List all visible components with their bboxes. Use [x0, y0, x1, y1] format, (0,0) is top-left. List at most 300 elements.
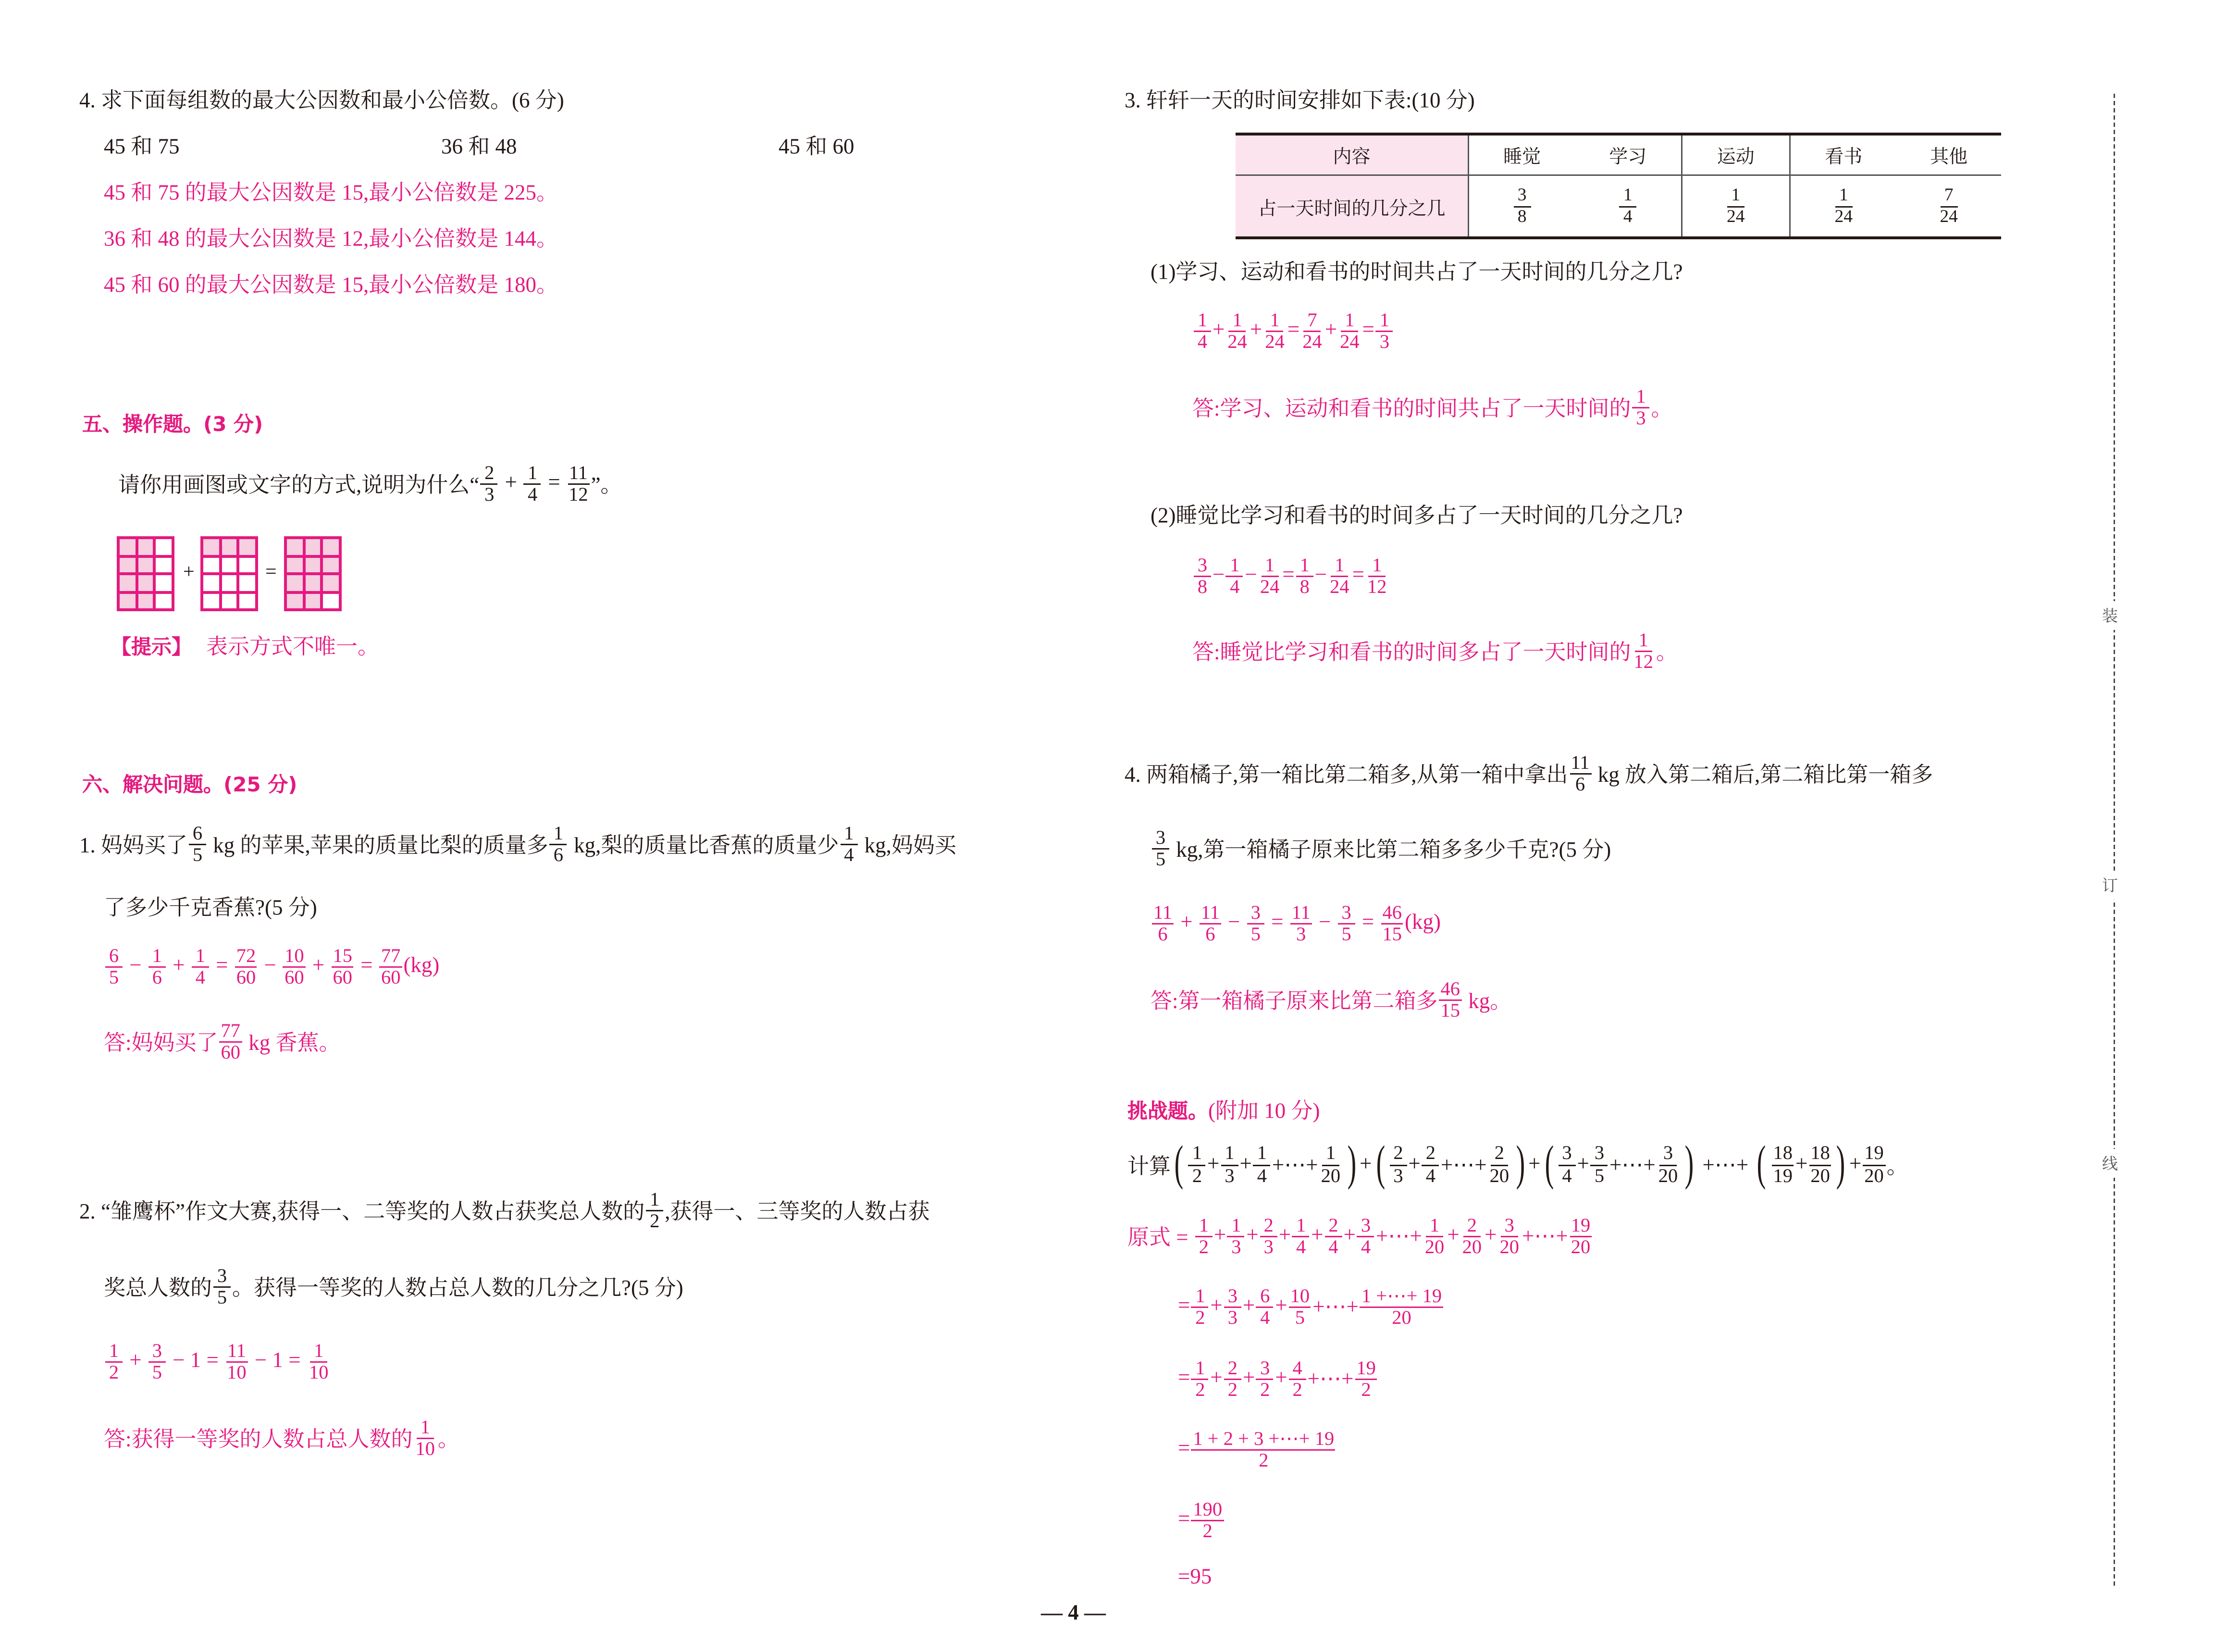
fraction-denominator: 12 [1367, 576, 1387, 598]
fraction-numerator: 10 [1289, 1286, 1311, 1308]
fraction-numerator: 11 [1290, 903, 1312, 925]
fraction-denominator: 20 [1321, 1164, 1341, 1186]
fraction [1559, 1144, 1576, 1186]
fraction [524, 463, 541, 505]
solution-step [1178, 1500, 1225, 1542]
question-3-title [1125, 85, 1475, 115]
fraction-numerator: 2 [1224, 1358, 1241, 1381]
fraction-denominator: 24 [1260, 576, 1280, 598]
problem-1-solution [104, 946, 439, 988]
table-cell [1575, 175, 1682, 238]
fraction-numerator: 2 [1422, 1144, 1439, 1166]
fraction-numerator: 1 [105, 1341, 123, 1363]
fraction-denominator: 2 [1361, 1379, 1371, 1401]
fraction [1301, 310, 1324, 353]
fraction-numerator: 1 [646, 1190, 663, 1212]
text-segment: +⋯+ [1312, 1296, 1359, 1320]
grid-cell [155, 574, 173, 592]
problem-1-answer [104, 1021, 341, 1063]
fraction [1422, 1144, 1439, 1186]
text-segment: − 1 = [167, 1350, 224, 1373]
fraction-numerator: 11 [568, 463, 589, 485]
text-segment: + [1795, 1152, 1808, 1176]
binding-label: 线 [2102, 1149, 2118, 1178]
fraction-numerator: 3 [1247, 903, 1264, 925]
fraction [1771, 1144, 1794, 1186]
fraction-numerator: 1 +⋯+ 19 [1360, 1286, 1443, 1308]
fraction [1320, 1144, 1342, 1186]
fraction [414, 1418, 437, 1460]
text-segment: kg 香蕉。 [243, 1033, 341, 1056]
fraction [1461, 1216, 1484, 1258]
fraction-numerator: 1 [1331, 555, 1348, 578]
grid-cell-shaded [220, 538, 238, 556]
fraction-denominator: 4 [1230, 576, 1240, 598]
grid-cell-shaded [322, 556, 340, 574]
fraction-numerator: 1 [1227, 1216, 1245, 1238]
fraction-numerator: 3 [1194, 555, 1211, 578]
text-segment: + [1210, 1295, 1223, 1319]
fraction-numerator: 2 [1463, 1216, 1481, 1238]
fraction-numerator: 6 [1256, 1286, 1274, 1308]
fraction-numerator: 11 [226, 1341, 247, 1363]
fraction [550, 824, 567, 866]
fraction-numerator: 4 [1289, 1358, 1306, 1381]
fraction [1191, 1429, 1336, 1471]
grid-cell [220, 574, 238, 592]
fraction [1224, 1286, 1241, 1329]
fraction [1633, 387, 1650, 429]
text-segment: + [1275, 1367, 1287, 1391]
grid-cell-shaded [136, 556, 155, 574]
fraction [1221, 1144, 1238, 1186]
text-segment: − [1313, 912, 1336, 935]
grid-cell [322, 592, 340, 610]
text-segment: kg 放入第二箱后,第二箱比第一箱多 [1592, 764, 1933, 788]
fraction [1290, 903, 1312, 945]
fraction-numerator: 1 [310, 1341, 327, 1363]
fraction-numerator: 3 [213, 1266, 231, 1288]
fraction-denominator: 8 [1197, 576, 1208, 598]
fraction-numerator: 3 [1513, 186, 1531, 207]
part-1-answer [1192, 387, 1673, 429]
fraction-denominator: 2 [1259, 1449, 1269, 1471]
fraction [308, 1341, 330, 1383]
fraction [1591, 1144, 1608, 1186]
text-segment: 。 [1651, 398, 1673, 422]
fraction-denominator: 20 [1864, 1164, 1884, 1186]
fraction-denominator: 20 [1658, 1164, 1678, 1186]
fraction-numerator: 2 [1325, 1216, 1342, 1238]
fraction [1488, 1144, 1511, 1186]
hint-label: 【提示】 [111, 636, 192, 659]
text-segment: + [1213, 1224, 1226, 1248]
fraction-numerator: 3 [1256, 1358, 1274, 1381]
challenge-title [1127, 1096, 1208, 1124]
table-header-cell: 学习 [1575, 134, 1682, 175]
fraction [1226, 555, 1243, 598]
table-header-row [1236, 134, 2001, 175]
fraction-numerator: 1 [1229, 310, 1246, 333]
grid-cell [155, 556, 173, 574]
text-segment: + [1311, 1224, 1324, 1248]
grid-cell [238, 556, 257, 574]
text-segment: 45 和 60 的最大公因数是 15,最小公倍数是 180。 [104, 274, 558, 298]
fraction [148, 1341, 166, 1383]
text-segment: +⋯+ [1609, 1154, 1656, 1177]
fraction-denominator: 19 [1773, 1164, 1793, 1186]
solution-step [1178, 1429, 1337, 1471]
bracket: ( [1174, 1137, 1184, 1191]
grid-cell-shaded [304, 538, 322, 556]
fraction [283, 946, 306, 988]
grid-cell-shaded [118, 592, 136, 610]
fraction [1498, 1216, 1521, 1258]
question-3-part-2 [1151, 500, 1683, 530]
text-segment: + [1275, 1295, 1287, 1319]
fraction [1619, 186, 1636, 226]
question-4-title [79, 85, 564, 115]
grid-cell-shaded [118, 574, 136, 592]
fraction-denominator: 3 [1296, 923, 1306, 945]
fraction-numerator: 1 [417, 1418, 434, 1440]
fraction-denominator: 2 [1260, 1379, 1270, 1401]
grid-cell-shaded [202, 538, 220, 556]
text-segment: + [1324, 319, 1337, 343]
fraction [1152, 903, 1174, 945]
fraction-denominator: 15 [1440, 999, 1460, 1022]
fraction [1633, 630, 1655, 673]
part-1-solution [1192, 310, 1395, 353]
fraction-numerator: 1 [840, 824, 857, 846]
fraction-numerator: 1 + 2 + 3 +⋯+ 19 [1191, 1429, 1336, 1451]
text-segment: + [1210, 1367, 1223, 1391]
text-segment: 挑战题。 [1127, 1100, 1208, 1123]
fraction-numerator: 1 [1195, 1216, 1212, 1238]
text-segment: + [1250, 319, 1262, 343]
hint-text: 表示方式不唯一。 [206, 636, 380, 660]
table-header-cell: 睡觉 [1469, 134, 1575, 175]
page-number: — 4 — [1041, 1602, 1106, 1626]
answer-line [104, 177, 558, 207]
fraction-numerator: 1 [1635, 630, 1652, 653]
text-segment: + [124, 1350, 147, 1373]
fraction-numerator: 2 [1491, 1144, 1508, 1166]
text-segment: + [307, 955, 330, 978]
text-segment: + [1175, 912, 1198, 935]
fraction-denominator: 24 [1834, 205, 1853, 226]
text-segment: = [1178, 1367, 1190, 1391]
fraction-denominator: 4 [195, 966, 205, 988]
table-cell [1469, 175, 1575, 238]
question-4-answer [1151, 979, 1511, 1022]
text-segment: + [1242, 1367, 1255, 1391]
fraction [1289, 1358, 1306, 1401]
answer-line [104, 223, 558, 253]
fraction-denominator: 5 [152, 1361, 162, 1383]
fraction-numerator: 1 [1226, 555, 1243, 578]
grid-cell-shaded [136, 592, 155, 610]
fraction-denominator: 10 [309, 1361, 329, 1383]
text-segment: + [1242, 1295, 1255, 1319]
fraction-grid-two-thirds [117, 536, 174, 611]
fraction-numerator: 1 [1221, 1144, 1238, 1166]
fraction-numerator: 3 [1591, 1144, 1608, 1166]
fraction-denominator: 60 [236, 966, 256, 988]
grid-cell-shaded [118, 556, 136, 574]
fraction [1227, 1216, 1245, 1258]
fraction-denominator: 2 [1227, 1379, 1237, 1401]
fraction [1191, 1286, 1209, 1329]
question-4-text [1125, 753, 1933, 795]
text-segment: + [167, 955, 190, 978]
text-segment: 计算 [1127, 1155, 1171, 1179]
fraction-numerator: 1 [1322, 1144, 1339, 1166]
fraction-numerator: 1 [1292, 1216, 1310, 1238]
fraction-numerator: 1 [1191, 1286, 1209, 1308]
text-segment: +⋯+ [1697, 1154, 1754, 1177]
text-segment: kg,第一箱橘子原来比第二箱多多少千克?(5 分) [1171, 839, 1611, 863]
fraction-denominator: 4 [1260, 1307, 1270, 1329]
text-segment: 。 [438, 1429, 460, 1453]
fraction-numerator: 1 [1426, 1216, 1443, 1238]
fraction [567, 463, 590, 505]
text-segment: + [1528, 1152, 1541, 1176]
grid-cell [238, 592, 257, 610]
table-cell [1790, 175, 1897, 238]
fraction-numerator: 1 [192, 946, 209, 968]
fraction [1376, 310, 1393, 353]
fraction-denominator: 4 [844, 844, 854, 866]
fraction-denominator: 24 [1302, 331, 1322, 353]
text-segment: 原式 = [1127, 1227, 1194, 1251]
fraction [1325, 1216, 1342, 1258]
fraction-denominator: 4 [1623, 205, 1633, 226]
equals-sign: = [265, 562, 277, 584]
fraction-numerator: 72 [235, 946, 258, 968]
question-4-text-cont [1151, 828, 1611, 870]
grid-cell [202, 556, 220, 574]
fraction [1256, 1286, 1274, 1329]
fraction-numerator: 46 [1439, 979, 1462, 1001]
fraction-numerator: 2 [481, 463, 498, 485]
table-header-cell: 看书 [1790, 134, 1897, 175]
table-row-label: 占一天时间的几分之几 [1236, 175, 1469, 238]
fraction [148, 946, 166, 988]
problem-2-solution [104, 1341, 331, 1383]
fraction-numerator: 46 [1381, 903, 1404, 925]
text-segment: +⋯+ [1307, 1368, 1354, 1392]
fraction-denominator: 4 [1296, 1236, 1306, 1258]
fraction-denominator: 6 [152, 966, 162, 988]
fraction-numerator: 6 [105, 946, 123, 968]
fraction-denominator: 5 [1250, 923, 1261, 945]
question-3-part-1 [1151, 256, 1683, 286]
fraction [225, 1341, 248, 1383]
fraction-denominator: 5 [1594, 1164, 1605, 1186]
number-group-3: 45 和 60 [779, 136, 854, 160]
answer-line [104, 269, 558, 299]
fraction-numerator: 3 [1224, 1286, 1241, 1308]
fraction-numerator: 1 [524, 463, 541, 485]
fraction-numerator: 1 [1633, 387, 1650, 409]
fraction-denominator: 3 [1393, 1164, 1403, 1186]
fraction-numerator: 3 [1152, 828, 1169, 850]
table-header-cell: 内容 [1236, 134, 1469, 175]
fraction-numerator: 1 [1194, 310, 1211, 333]
fraction [1423, 1216, 1446, 1258]
fraction-denominator: 20 [1424, 1236, 1445, 1258]
fraction-numerator: 77 [220, 1021, 242, 1043]
grid-cell-shaded [285, 592, 304, 610]
bracket: ( [1757, 1137, 1767, 1191]
text-segment: (2)睡觉比学习和看书的时间多占了一天时间的几分之几? [1151, 505, 1683, 529]
fraction [1200, 903, 1221, 945]
fraction-denominator: 3 [484, 483, 495, 505]
fraction-grid-one-quarter [200, 536, 258, 611]
fraction-numerator: 1 [1266, 310, 1284, 333]
section-5-heading [82, 409, 263, 438]
fraction-numerator: 1 [1296, 555, 1313, 578]
binding-label: 订 [2102, 871, 2118, 900]
fraction [105, 946, 123, 988]
fraction-numerator: 1 [1835, 186, 1852, 207]
text-segment: − [1222, 912, 1246, 935]
fraction [1191, 1500, 1224, 1542]
text-segment: + [499, 472, 523, 495]
text-segment: 36 和 48 的最大公因数是 12,最小公倍数是 144。 [104, 228, 558, 252]
bracket: ( [1375, 1137, 1385, 1191]
text-segment: 。 [1886, 1155, 1908, 1179]
fraction-denominator: 20 [1810, 1164, 1830, 1186]
grid-cell-shaded [118, 538, 136, 556]
fraction-denominator: 6 [1205, 923, 1215, 945]
fraction [1194, 555, 1211, 598]
text-segment: (kg) [1405, 912, 1441, 935]
fraction-denominator: 6 [1575, 773, 1585, 795]
fraction-denominator: 2 [1195, 1307, 1205, 1329]
text-segment: = [1352, 564, 1365, 588]
fraction-denominator: 60 [333, 966, 353, 988]
text-segment: 。获得一等奖的人数占总人数的几分之几?(5 分) [232, 1278, 683, 1301]
grid-cell-shaded [322, 574, 340, 592]
fraction-denominator: 5 [1341, 923, 1351, 945]
problem-2-answer [104, 1418, 459, 1460]
fraction-numerator: 190 [1191, 1500, 1224, 1522]
bracket: ) [1347, 1137, 1356, 1191]
fraction [105, 1341, 123, 1383]
text-segment: = [1265, 912, 1289, 935]
text-segment: − 1 = [249, 1350, 306, 1373]
fraction [481, 463, 498, 505]
grid-cell [238, 574, 257, 592]
fraction-denominator: 4 [528, 483, 538, 505]
fraction-denominator: 6 [553, 844, 563, 866]
text-segment: =95 [1178, 1566, 1212, 1590]
fraction-denominator: 2 [1199, 1236, 1209, 1258]
text-segment: = [355, 955, 378, 978]
problem-2-text [79, 1190, 930, 1232]
fraction-denominator: 20 [1571, 1236, 1591, 1258]
fraction [1809, 1144, 1831, 1186]
fraction [840, 824, 857, 866]
fraction [1188, 1144, 1206, 1186]
challenge-heading [1127, 1095, 1320, 1125]
fraction-denominator: 24 [1727, 205, 1745, 226]
text-segment: + [1577, 1152, 1589, 1176]
fraction-numerator: 1 [1727, 186, 1744, 207]
text-segment: − [1245, 564, 1257, 588]
grid-cell [155, 538, 173, 556]
text-segment: + [1849, 1152, 1862, 1176]
solution-step [1127, 1216, 1593, 1258]
text-segment: = [210, 955, 234, 978]
bracket: ) [1836, 1137, 1846, 1191]
fraction [1152, 828, 1169, 870]
fraction-numerator: 1 [148, 946, 166, 968]
fraction-denominator: 4 [1361, 1236, 1371, 1258]
text-segment: 答:学习、运动和看书的时间共占了一天时间的 [1192, 398, 1631, 422]
fraction-denominator: 2 [1195, 1379, 1205, 1401]
fraction-denominator: 2 [650, 1210, 660, 1232]
fraction [220, 1021, 242, 1063]
text-segment: + [1343, 1224, 1356, 1248]
section-5-prompt [118, 463, 622, 505]
table-header-cell: 运动 [1682, 134, 1790, 175]
fraction [213, 1266, 231, 1308]
binding-dashed-line [2114, 94, 2115, 1586]
fraction [1328, 555, 1351, 598]
text-segment: +⋯+ [1440, 1154, 1487, 1177]
text-segment: 了多少千克香蕉?(5 分) [104, 897, 317, 921]
text-segment: 4. 两箱橘子,第一箱比第二箱多,从第一箱中拿出 [1125, 764, 1568, 788]
fraction-denominator: 10 [227, 1361, 247, 1383]
problem-1-text [79, 824, 956, 866]
fraction-denominator: 5 [1295, 1307, 1305, 1329]
fraction [1570, 753, 1591, 795]
grid-cell-shaded [304, 556, 322, 574]
fraction-denominator: 5 [1155, 848, 1166, 870]
fraction [1381, 903, 1404, 945]
text-segment: 答:妈妈买了 [104, 1033, 218, 1056]
fraction-numerator: 7 [1303, 310, 1321, 333]
plus-sign: + [183, 562, 195, 584]
fraction-denominator: 3 [1379, 331, 1390, 353]
table-cell [1682, 175, 1790, 238]
fraction-denominator: 5 [109, 966, 119, 988]
text-segment: = [1178, 1508, 1190, 1532]
grid-cell [155, 592, 173, 610]
fraction [1938, 186, 1959, 226]
fraction-numerator: 3 [1559, 1144, 1576, 1166]
fraction-numerator: 3 [1357, 1216, 1374, 1238]
fraction-denominator: 2 [1192, 1164, 1202, 1186]
fraction-numerator: 18 [1771, 1144, 1794, 1166]
fraction [1296, 555, 1313, 598]
fraction [1260, 1216, 1277, 1258]
fraction [1247, 903, 1264, 945]
fraction-denominator: 24 [1340, 331, 1360, 353]
fraction-denominator: 5 [217, 1286, 227, 1308]
text-segment: = [1362, 319, 1375, 343]
grid-cell-shaded [304, 592, 322, 610]
text-segment: − [1212, 564, 1225, 588]
fraction-denominator: 3 [1225, 1164, 1235, 1186]
fraction-denominator: 60 [381, 966, 401, 988]
text-segment: (1)学习、运动和看书的时间共占了一天时间的几分之几? [1151, 261, 1683, 285]
grid-cell [220, 592, 238, 610]
problem-1-text-cont [104, 892, 317, 922]
